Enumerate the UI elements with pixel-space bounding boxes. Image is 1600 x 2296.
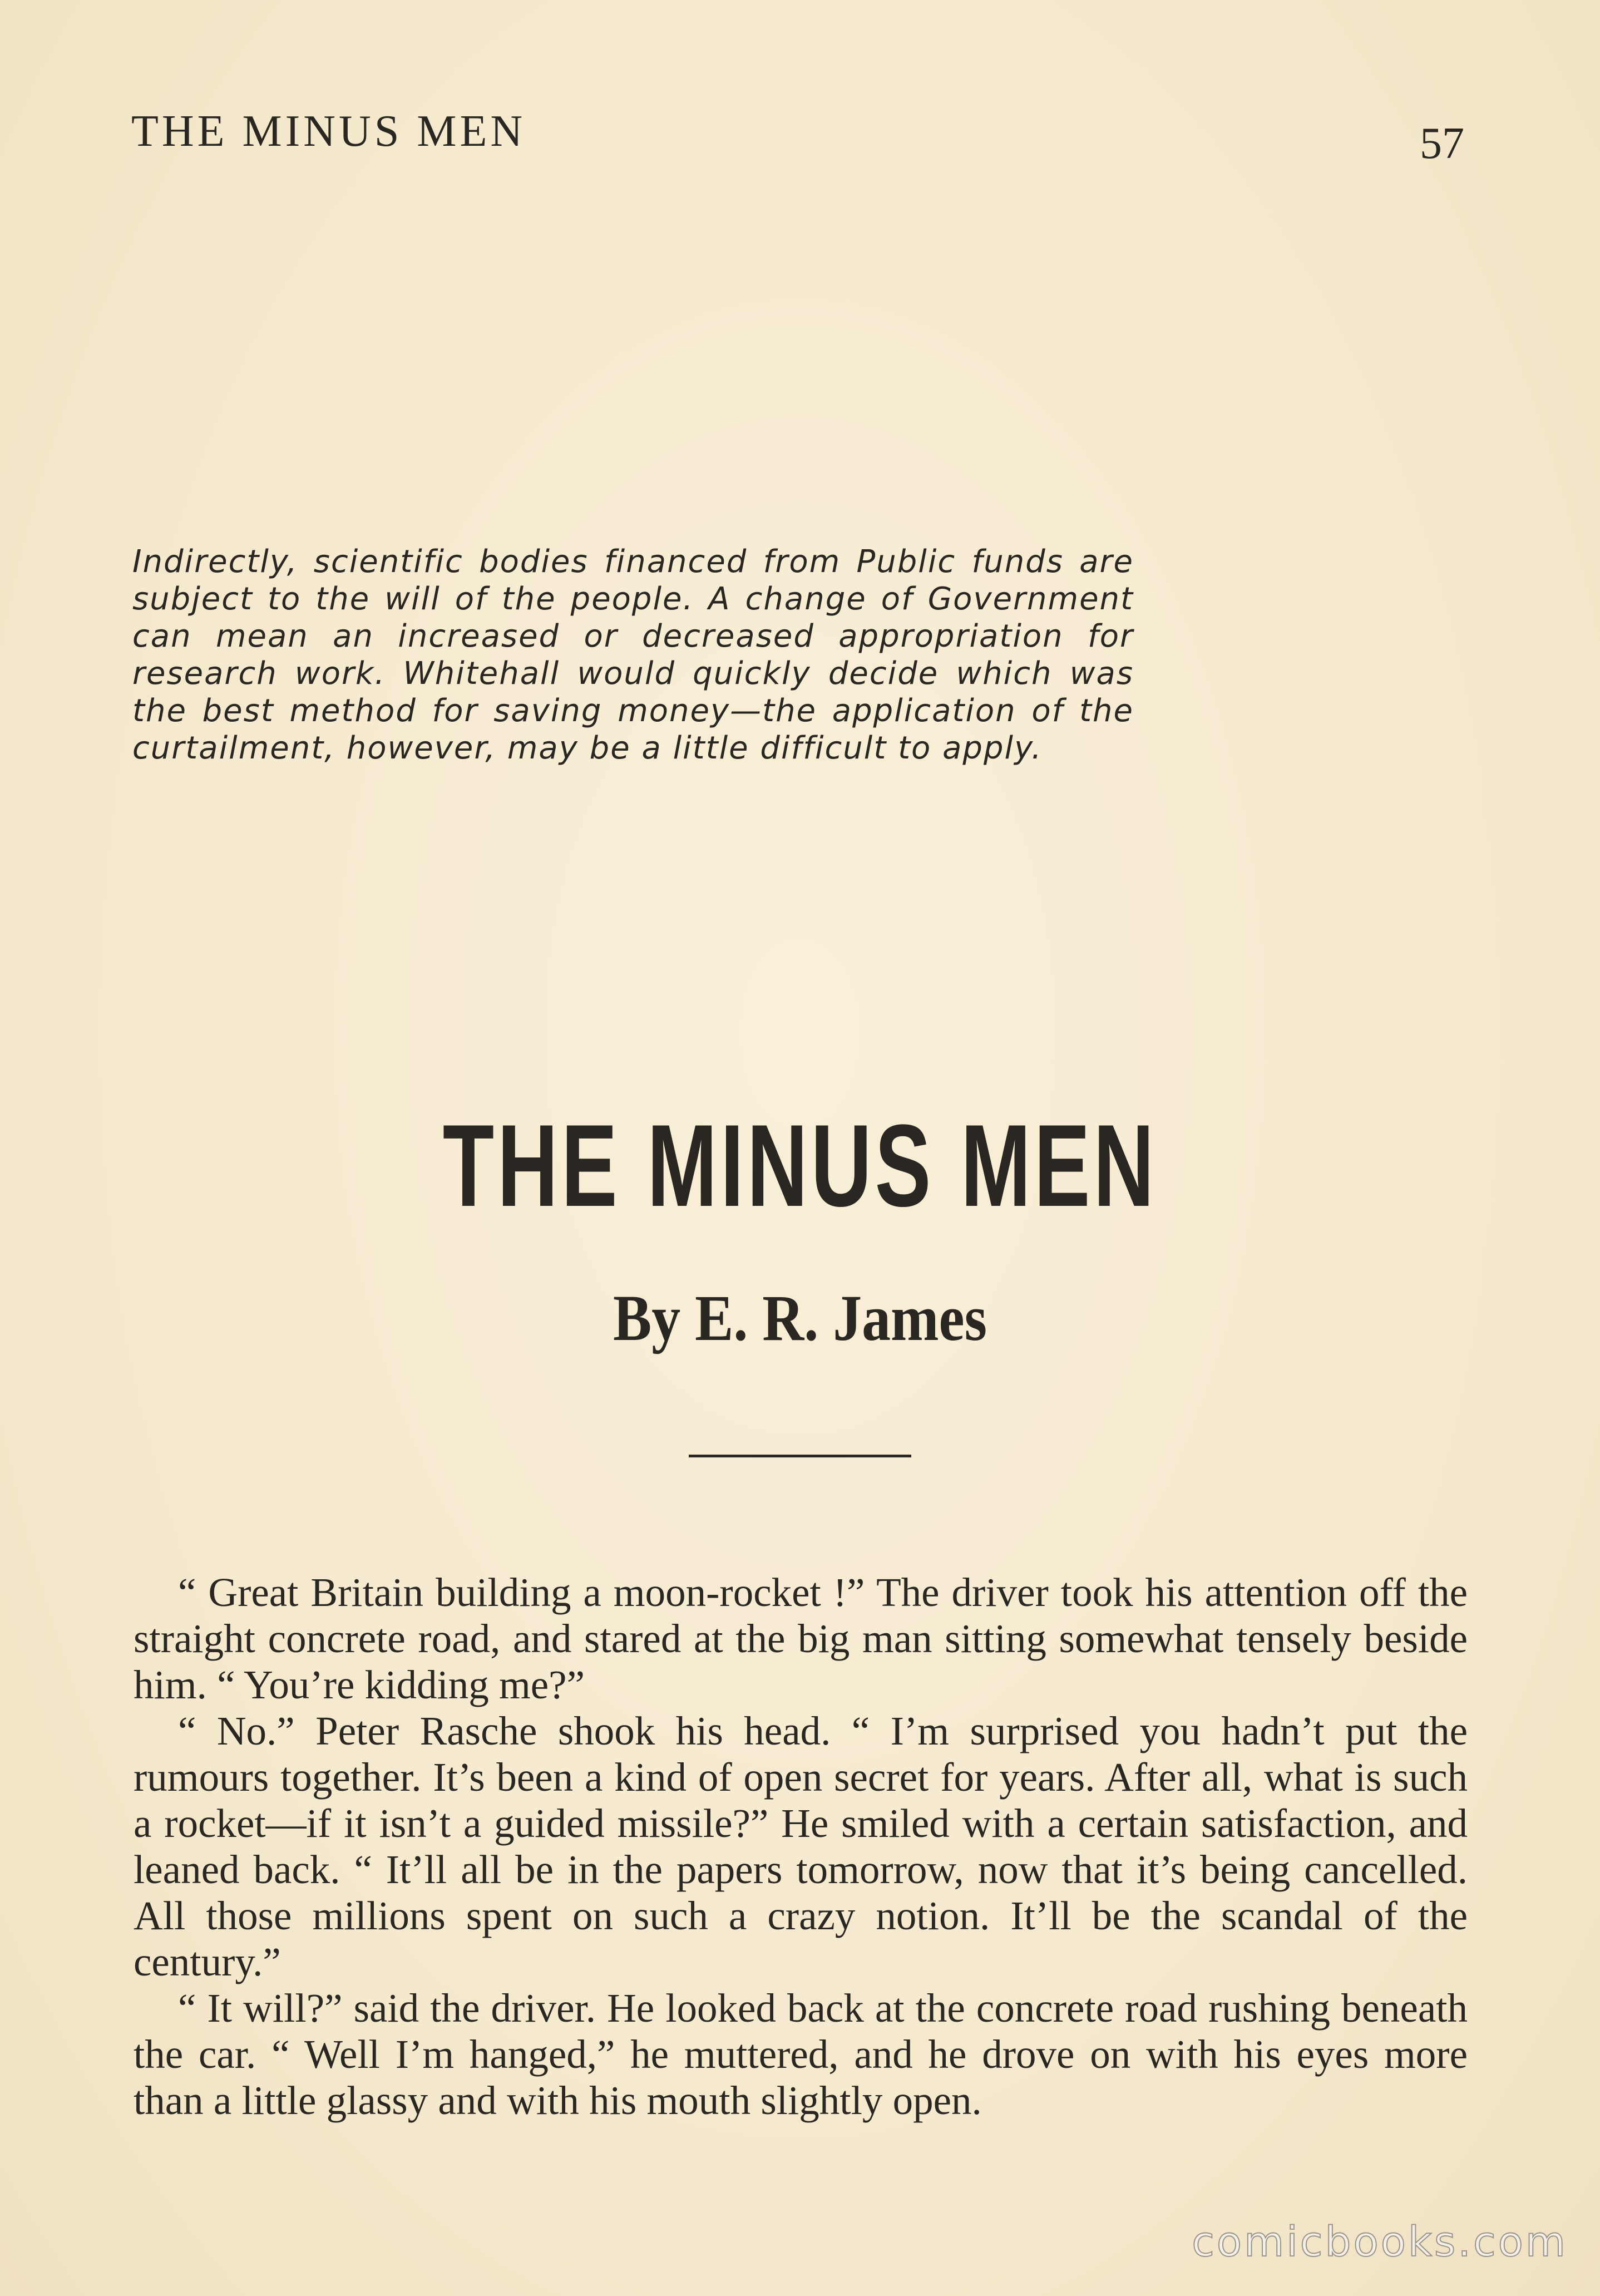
running-title: THE MINUS MEN <box>131 107 526 156</box>
story-paragraph: “ It will?” said the driver. He looked back at the concrete road rushing beneath the car. “ Well I’m hanged,” he muttered, and he drove on with his eyes more than a little glassy and with his mouth slightly open. <box>134 1985 1468 2123</box>
story-title: THE MINUS MEN <box>442 1100 1158 1231</box>
story-paragraph: “ Great Britain building a moon-rocket !” The driver took his attention off the straight concrete road, and stared at the big man sitting somewhat tensely beside him. “ You’re kidding me?” <box>134 1570 1468 1707</box>
title-divider <box>689 1455 911 1457</box>
story-body <box>134 1569 1468 2123</box>
intro-blurb: Indirectly, scientific bodies financed from Public funds are subject to the will of the people. A change of Government can mean an increased or decreased appropriation for research work. Whitehall would quickly decide which was the best method for saving money—the application of the curtailment, however, may be a little difficult to apply. <box>132 544 1134 766</box>
page-number: 57 <box>1420 119 1464 168</box>
site-watermark: comicbooks.com <box>1192 2218 1568 2266</box>
story-paragraph: “ No.” Peter Rasche shook his head. “ I’m surprised you hadn’t put the rumours together. It’s been a kind of open secret for years. After all, what is such a rocket—if it isn’t a guided missile?” He smiled with a certain satisfaction, and leaned back. “ It’ll all be in the papers tomorrow, now that it’s being cancelled. All those millions spent on such a crazy notion. It’ll be the scandal of the century.” <box>134 1708 1468 1984</box>
story-byline: By E. R. James <box>613 1282 987 1354</box>
